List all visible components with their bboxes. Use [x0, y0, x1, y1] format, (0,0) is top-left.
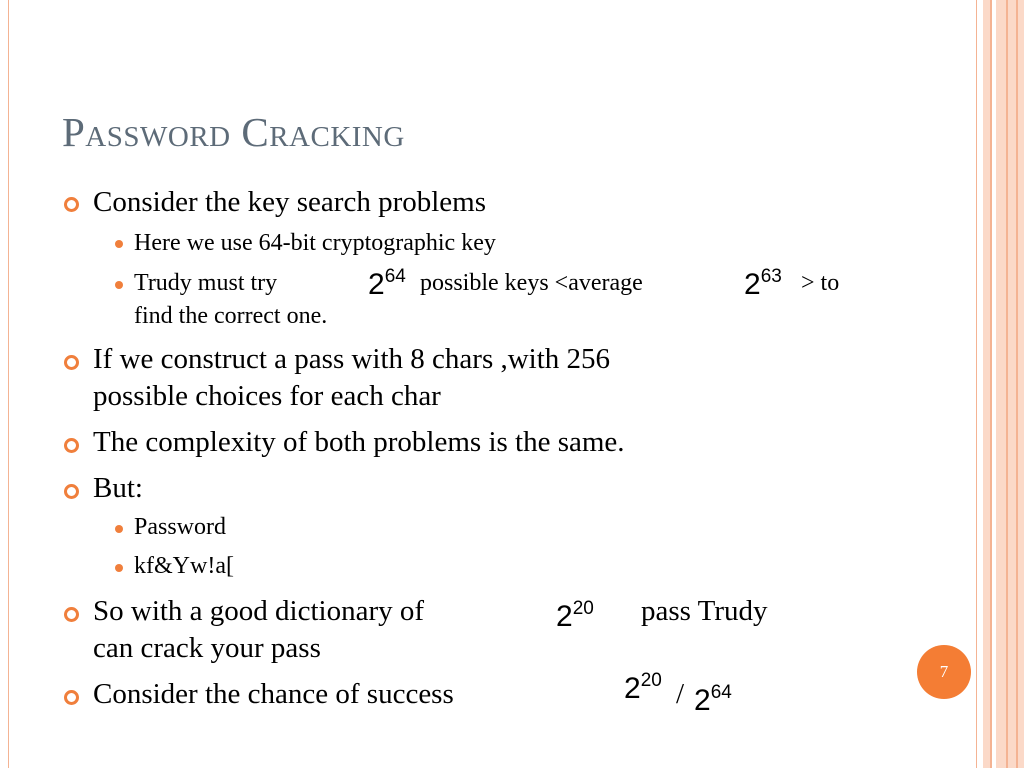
decor-stripe: [990, 0, 992, 768]
sub-bullet-dot-icon: [115, 525, 123, 533]
bullet-text: So with a good dictionary of: [93, 595, 425, 627]
bullet-ring-icon: [64, 484, 79, 499]
decor-stripe: [976, 0, 977, 768]
sub-bullet-dot-icon: [115, 281, 123, 289]
bullet-text: Consider the chance of success: [93, 678, 454, 710]
slide-title: Password Cracking: [62, 109, 405, 155]
bullet-text: If we construct a pass with 8 chars ,with 256: [93, 343, 611, 375]
bullet-ring-icon: [64, 607, 79, 622]
power-2-63: 263: [744, 266, 782, 301]
page-number-badge: 7: [917, 645, 971, 699]
left-border-line: [8, 0, 9, 768]
bullet-text: Consider the key search problems: [93, 186, 487, 218]
bullet-text: The complexity of both problems is the same.: [93, 426, 625, 458]
sub-bullet-text: Here we use 64-bit cryptographic key: [134, 230, 496, 256]
power-2-20: 220: [624, 670, 662, 705]
power-2-64: 264: [694, 682, 732, 717]
fraction-slash: /: [676, 678, 685, 710]
bullet-text: can crack your pass: [93, 632, 321, 664]
decor-stripe: [1006, 0, 1008, 768]
sub-bullet-dot-icon: [115, 564, 123, 572]
sub-bullet-text: Trudy must try: [134, 270, 278, 296]
power-2-64: 264: [368, 266, 406, 301]
bullet-ring-icon: [64, 438, 79, 453]
bullet-ring-icon: [64, 197, 79, 212]
sub-bullet-text: find the correct one.: [134, 303, 328, 329]
sub-bullet-text: kf&Yw!a[: [134, 553, 234, 579]
sub-bullet-text: > to: [801, 270, 840, 296]
power-2-20: 220: [556, 598, 594, 633]
decor-stripe: [983, 0, 990, 768]
sub-bullet-text: possible keys <average: [420, 270, 643, 296]
decor-stripe: [1016, 0, 1018, 768]
bullet-ring-icon: [64, 690, 79, 705]
bullet-text: But:: [93, 472, 143, 504]
decor-stripe: [996, 0, 1024, 768]
sub-bullet-text: Password: [134, 514, 227, 540]
bullet-text: pass Trudy: [641, 595, 768, 627]
bullet-text: possible choices for each char: [93, 380, 441, 412]
bullet-ring-icon: [64, 355, 79, 370]
sub-bullet-dot-icon: [115, 240, 123, 248]
